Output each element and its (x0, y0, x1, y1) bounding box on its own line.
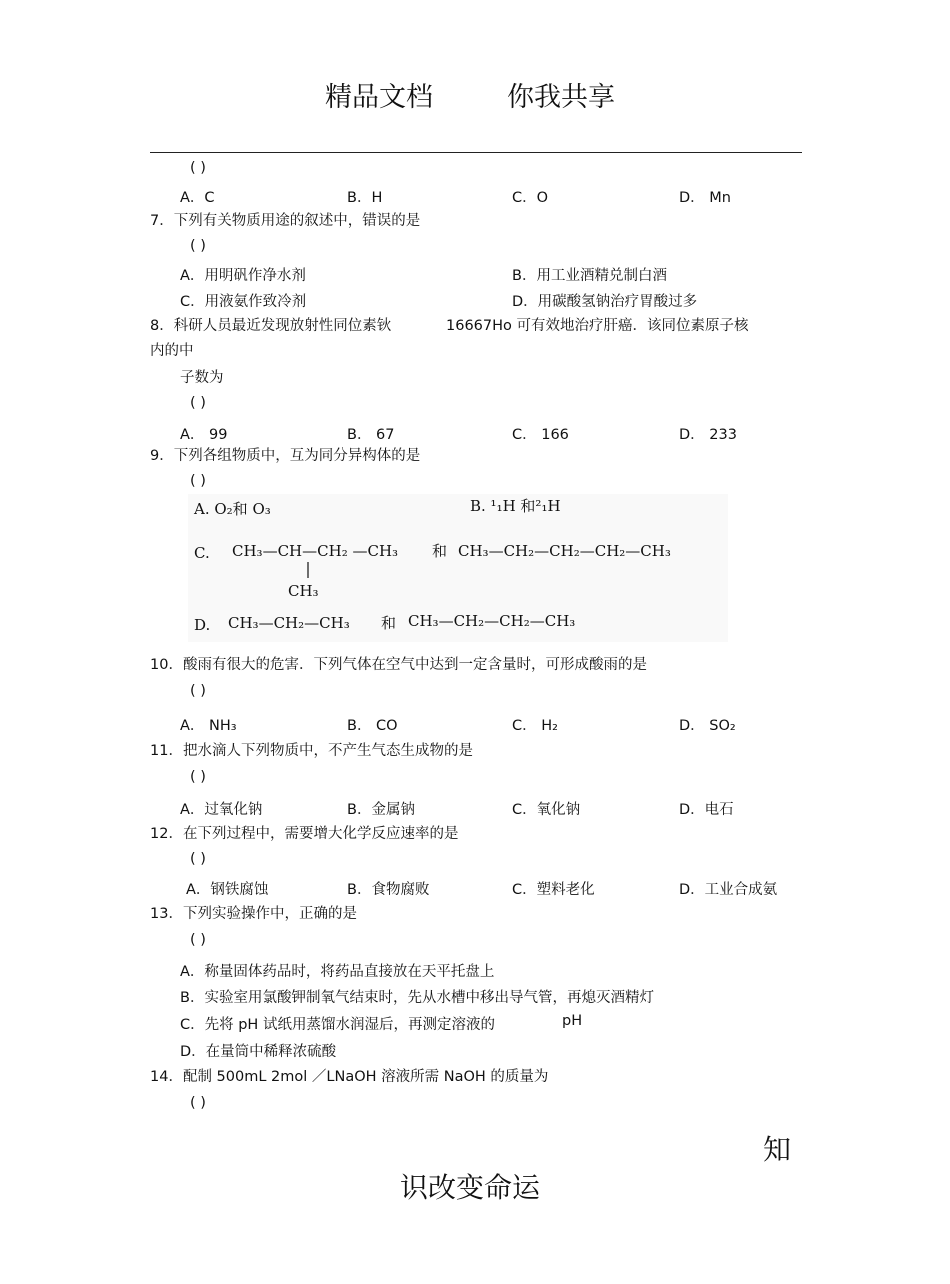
header-left-title: 精品文档 (325, 82, 433, 113)
q6-option-c: C．O (512, 190, 549, 206)
q11-option-d: D．电石 (679, 802, 734, 818)
q9-stem: 9．下列各组物质中，互为同分异构体的是 (150, 448, 421, 464)
q11-option-a: A．过氧化钠 (180, 802, 263, 818)
q7-answer-paren: ( ) (190, 238, 206, 254)
q13-stem: 13．下列实验操作中，正确的是 (150, 906, 357, 922)
q8-answer-paren: ( ) (190, 395, 206, 411)
q10-answer-paren: ( ) (190, 683, 206, 699)
q7-option-d: D．用碳酸氢钠治疗胃酸过多 (512, 294, 698, 310)
q13-option-b: B．实验室用氯酸钾制氧气结束时，先从水槽中移出导气管，再熄灭酒精灯 (180, 990, 654, 1006)
q7-option-c: C．用液氨作致冷剂 (180, 294, 307, 310)
q6-option-b: B．H (347, 190, 383, 206)
q6-option-d: D． Mn (679, 190, 731, 206)
q12-option-c: C．塑料老化 (512, 882, 595, 898)
q14-stem: 14．配制 500mL 2mol ／LNaOH 溶液所需 NaOH 的质量为 (150, 1069, 549, 1085)
q9-option-c-label: C. (194, 544, 210, 562)
q7-option-a: A．用明矾作净水剂 (180, 268, 306, 284)
q6-option-a: A．C (180, 190, 215, 206)
q12-option-b: B．食物腐败 (347, 882, 430, 898)
q13-option-c-tail: pH (562, 1013, 583, 1029)
q9-option-c-branch: CH₃ (288, 582, 319, 600)
q8-stem-part3: 内的中 (150, 343, 194, 359)
q9-option-b-formula: B. ¹₁H 和²₁H (470, 497, 561, 515)
q11-option-c: C．氧化钠 (512, 802, 581, 818)
q10-stem: 10．酸雨有很大的危害．下列气体在空气中达到一定含量时，可形成酸雨的是 (150, 657, 647, 673)
q12-option-a: A．钢铁腐蚀 (186, 882, 269, 898)
q11-option-b: B．金属钠 (347, 802, 415, 818)
q9-option-d-left: CH₃—CH₂—CH₃ (228, 614, 350, 632)
q13-option-d: D．在量筒中稀释浓硫酸 (180, 1044, 337, 1060)
q11-answer-paren: ( ) (190, 769, 206, 785)
q13-option-c: C．先将 pH 试纸用蒸馏水润湿后，再测定溶液的 (180, 1017, 495, 1033)
footer-line1: 知 (763, 1133, 792, 1166)
q12-answer-paren: ( ) (190, 851, 206, 867)
q7-stem: 7．下列有关物质用途的叙述中，错误的是 (150, 213, 421, 229)
q9-option-c-right: CH₃—CH₂—CH₂—CH₂—CH₃ (458, 542, 671, 560)
q14-answer-paren: ( ) (190, 1095, 206, 1111)
q13-answer-paren: ( ) (190, 932, 206, 948)
q12-stem: 12．在下列过程中，需要增大化学反应速率的是 (150, 826, 459, 842)
q9-option-d-right: CH₃—CH₂—CH₂—CH₃ (408, 612, 576, 630)
header-divider (150, 152, 802, 153)
q10-option-d: D． SO₂ (679, 718, 736, 734)
q8-option-b: B． 67 (347, 427, 395, 443)
q10-option-c: C． H₂ (512, 718, 558, 734)
q8-option-c: C． 166 (512, 427, 569, 443)
q10-option-a: A． NH₃ (180, 718, 237, 734)
q8-stem-part4: 子数为 (180, 370, 224, 386)
header-right-title: 你我共享 (507, 82, 615, 113)
q8-stem-part1: 8．科研人员最近发现放射性同位素钬 (150, 318, 392, 334)
q9-structure-figure (188, 494, 728, 642)
q8-option-a: A． 99 (180, 427, 228, 443)
q9-option-d-label: D. (194, 616, 211, 634)
footer-line2: 识改变命运 (400, 1171, 541, 1204)
q8-option-d: D． 233 (679, 427, 737, 443)
q7-option-b: B．用工业酒精兑制白酒 (512, 268, 667, 284)
q10-option-b: B． CO (347, 718, 398, 734)
q11-stem: 11．把水滴人下列物质中，不产生气态生成物的是 (150, 743, 473, 759)
q9-answer-paren: ( ) (190, 473, 206, 489)
q9-option-d-and: 和 (381, 614, 397, 632)
q9-option-c-and: 和 (432, 542, 448, 560)
q12-option-d: D．工业合成氨 (679, 882, 778, 898)
q9-option-a-formula: A. O₂和 O₃ (194, 500, 271, 518)
q6-answer-paren: ( ) (190, 160, 206, 176)
q13-option-a: A．称量固体药品时，将药品直接放在天平托盘上 (180, 964, 495, 980)
q8-stem-part2: 16667Ho 可有效地治疗肝癌．该同位素原子核 (446, 318, 749, 334)
q9-option-c-left: CH₃—CH—CH₂ —CH₃ (232, 542, 399, 560)
